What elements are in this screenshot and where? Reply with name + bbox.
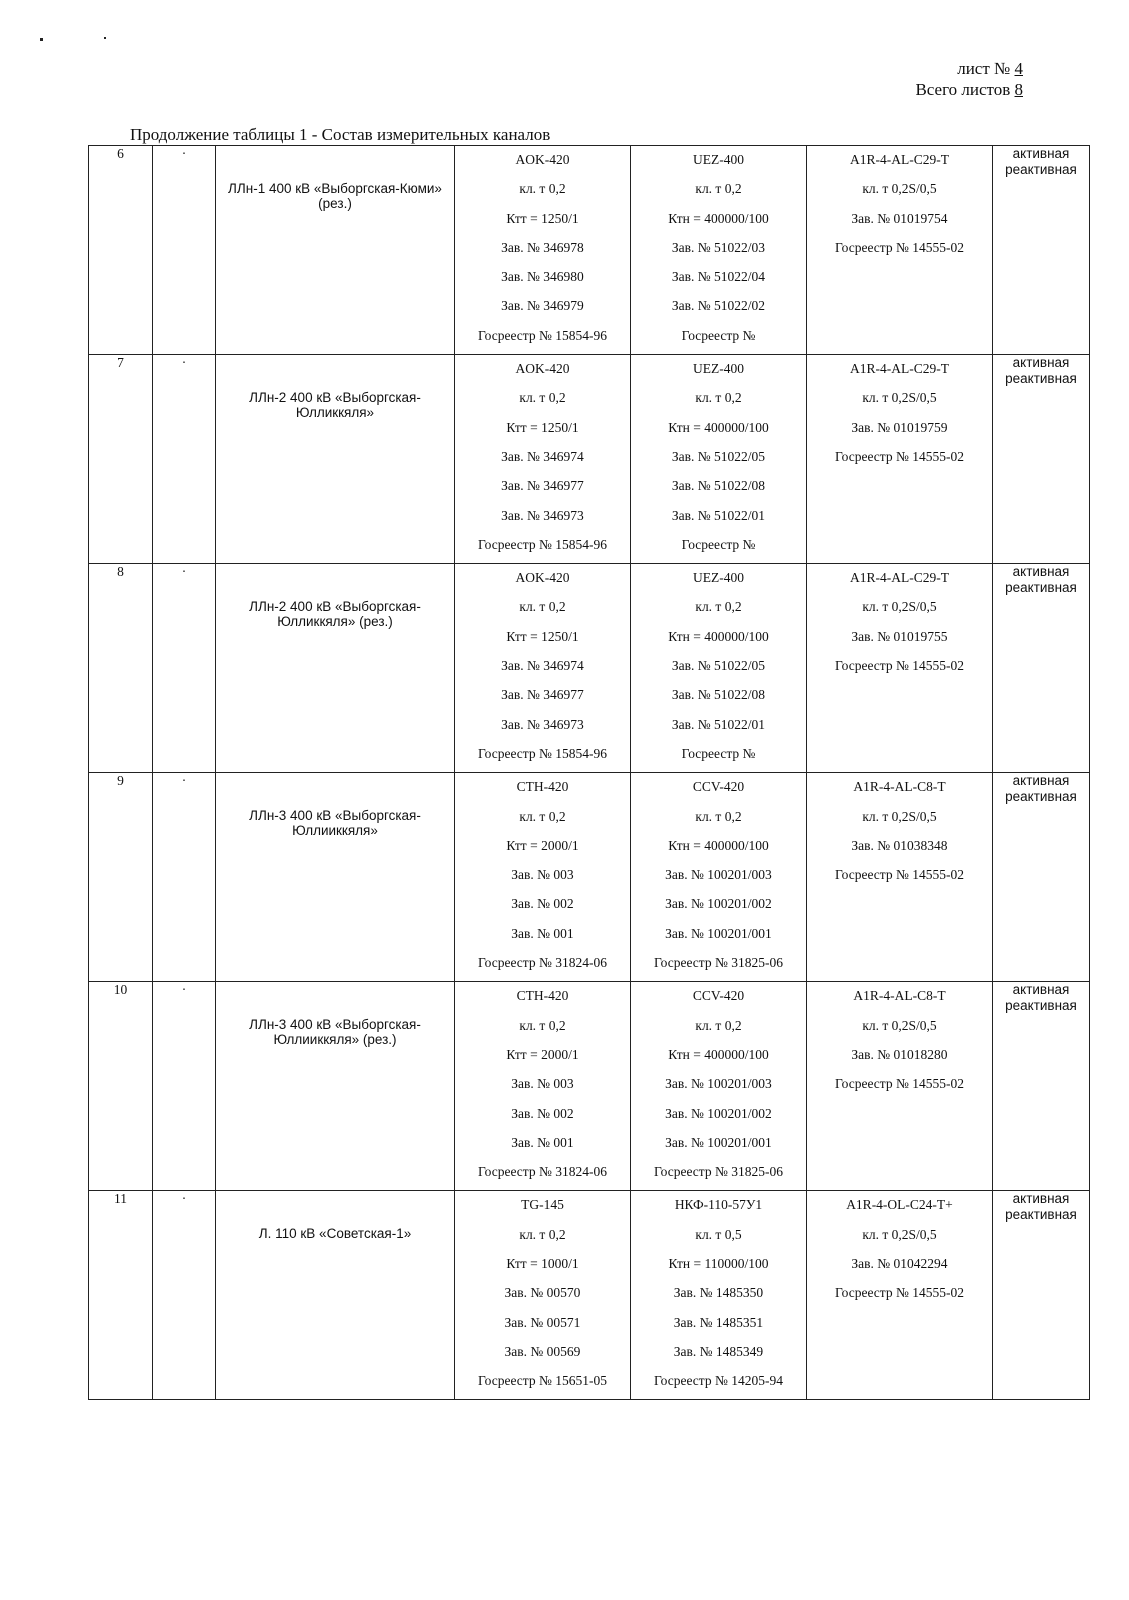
sheet-label: лист № xyxy=(957,59,1011,78)
cell-text: · xyxy=(181,1191,187,1207)
channel-mark xyxy=(153,982,216,1191)
electricity-meter xyxy=(807,146,993,355)
vt-line: Госреестр № xyxy=(681,536,756,552)
vt-line: Госреестр № 31825-06 xyxy=(654,1164,783,1180)
vt-line: Ктн = 400000/100 xyxy=(668,837,769,853)
ct-line: Зав. № 346974 xyxy=(501,658,584,674)
vt-line: Зав. № 51022/01 xyxy=(671,507,766,523)
ct-line: TG-145 xyxy=(521,1197,564,1213)
energy-type-line: реактивная xyxy=(1005,1207,1077,1223)
current-transformer xyxy=(455,355,631,564)
ct-line: Зав. № 346978 xyxy=(501,239,584,255)
energy-type xyxy=(993,982,1090,1191)
channel-number xyxy=(89,1191,153,1400)
vt-line: CCV-420 xyxy=(692,779,745,795)
energy-type-line: реактивная xyxy=(1005,580,1077,596)
table-row xyxy=(89,982,1090,1191)
channel-name xyxy=(216,146,455,355)
table-row xyxy=(89,146,1090,355)
cell-text: · xyxy=(181,982,187,998)
ct-line: Зав. № 00569 xyxy=(504,1343,581,1359)
vt-line: Зав. № 51022/08 xyxy=(671,687,766,703)
meter-line: A1R-4-AL-C8-T xyxy=(853,779,946,795)
total-label: Всего листов xyxy=(915,80,1011,99)
ct-line: Зав. № 346979 xyxy=(501,298,584,314)
measurement-channels-table xyxy=(88,145,1090,1400)
vt-line: CCV-420 xyxy=(692,988,745,1004)
vt-line: Зав. № 100201/001 xyxy=(665,1134,772,1150)
vt-line: Ктн = 110000/100 xyxy=(668,1255,769,1271)
ct-line: Госреестр № 15854-96 xyxy=(478,745,607,761)
vt-line: Зав. № 1485350 xyxy=(673,1285,764,1301)
ct-line: кл. т 0,2 xyxy=(519,599,566,615)
meter-line: Госреестр № 14555-02 xyxy=(835,1285,964,1301)
channel-mark xyxy=(153,773,216,982)
vt-line: Зав. № 1485351 xyxy=(673,1314,764,1330)
ct-line: Госреестр № 15854-96 xyxy=(478,536,607,552)
channel-name-text: ЛЛн-2 400 кВ «Выборгская-Юлликкяля» (рез.) xyxy=(249,599,421,630)
channel-name xyxy=(216,982,455,1191)
vt-line: НКФ-110-57У1 xyxy=(674,1197,763,1213)
sheet-number: 4 xyxy=(1014,59,1023,78)
ct-line: Зав. № 002 xyxy=(511,1105,574,1121)
vt-line: Зав. № 51022/05 xyxy=(671,658,766,674)
energy-type-line: активная xyxy=(1012,355,1070,371)
channel-name-text: ЛЛн-1 400 кВ «Выборгская-Кюми» (рез.) xyxy=(228,181,442,211)
energy-type xyxy=(993,564,1090,773)
voltage-transformer xyxy=(631,355,807,564)
channel-mark xyxy=(153,1191,216,1400)
sheet-number-line xyxy=(915,58,1023,79)
cell-text: · xyxy=(181,564,187,580)
ct-line: Зав. № 002 xyxy=(511,896,574,912)
meter-line: Госреестр № 14555-02 xyxy=(835,448,964,464)
meter-line: Госреестр № 14555-02 xyxy=(835,1076,964,1092)
current-transformer xyxy=(455,564,631,773)
energy-type-line: реактивная xyxy=(1005,371,1077,387)
energy-type xyxy=(993,1191,1090,1400)
channel-number xyxy=(89,564,153,773)
channel-name-text: ЛЛн-3 400 кВ «Выборгская-Юллииккяля» xyxy=(249,808,421,839)
ct-line: Зав. № 00570 xyxy=(504,1285,581,1301)
ct-line: Госреестр № 15651-05 xyxy=(478,1373,607,1389)
vt-line: кл. т 0,2 xyxy=(695,808,742,824)
vt-line: Зав. № 51022/04 xyxy=(671,269,766,285)
voltage-transformer xyxy=(631,146,807,355)
ct-line: Зав. № 346973 xyxy=(501,716,584,732)
vt-line: Зав. № 51022/08 xyxy=(671,478,766,494)
ct-line: Госреестр № 31824-06 xyxy=(478,955,607,971)
ct-line: Госреестр № 15854-96 xyxy=(478,327,607,343)
cell-text: 9 xyxy=(117,773,124,789)
ct-line: AOK-420 xyxy=(515,152,570,167)
ct-line: Зав. № 346977 xyxy=(501,478,584,494)
electricity-meter xyxy=(807,982,993,1191)
channel-number xyxy=(89,982,153,1191)
ct-line: Ктт = 2000/1 xyxy=(506,837,579,853)
ct-line: CTH-420 xyxy=(516,779,569,795)
electricity-meter xyxy=(807,564,993,773)
channel-number xyxy=(89,355,153,564)
meter-line: Госреестр № 14555-02 xyxy=(835,239,964,255)
ct-line: Зав. № 001 xyxy=(511,925,574,941)
channel-name xyxy=(216,1191,455,1400)
meter-line: Зав. № 01019754 xyxy=(851,210,948,226)
electricity-meter xyxy=(807,355,993,564)
voltage-transformer xyxy=(631,564,807,773)
table-row xyxy=(89,355,1090,564)
meter-line: Зав. № 01019755 xyxy=(851,628,948,644)
ct-line: Ктт = 1000/1 xyxy=(506,1255,579,1271)
channel-name xyxy=(216,773,455,982)
energy-type xyxy=(993,146,1090,355)
cell-text: · xyxy=(181,355,187,371)
vt-line: Ктн = 400000/100 xyxy=(668,1046,769,1062)
vt-line: Госреестр № xyxy=(681,327,756,343)
vt-line: Зав. № 100201/003 xyxy=(665,1076,772,1092)
vt-line: Зав. № 100201/002 xyxy=(665,1105,772,1121)
channel-mark xyxy=(153,146,216,355)
current-transformer xyxy=(455,146,631,355)
meter-line: Госреестр № 14555-02 xyxy=(835,867,964,883)
table-row xyxy=(89,1191,1090,1400)
table-caption: Продолжение таблицы 1 - Состав измерительных каналов xyxy=(130,125,551,144)
meter-line: A1R-4-AL-C29-T xyxy=(850,570,949,586)
ct-line: Ктт = 1250/1 xyxy=(506,628,579,644)
channel-mark xyxy=(153,355,216,564)
vt-line: Ктн = 400000/100 xyxy=(668,628,769,644)
meter-line: A1R-4-AL-C8-T xyxy=(853,988,946,1004)
meter-line: Зав. № 01018280 xyxy=(851,1046,948,1062)
electricity-meter xyxy=(807,773,993,982)
voltage-transformer xyxy=(631,1191,807,1400)
vt-line: Зав. № 1485349 xyxy=(673,1343,764,1359)
table-row xyxy=(89,564,1090,773)
ct-line: CTH-420 xyxy=(516,988,569,1004)
channel-name-text: ЛЛн-3 400 кВ «Выборгская-Юллииккяля» (рез.) xyxy=(249,1017,421,1048)
ct-line: Ктт = 2000/1 xyxy=(506,1046,579,1062)
vt-line: Госреестр № 14205-94 xyxy=(654,1373,783,1389)
ct-line: кл. т 0,2 xyxy=(519,181,566,197)
ct-line: кл. т 0,2 xyxy=(519,1226,566,1242)
total-number: 8 xyxy=(1014,80,1023,99)
meter-line: Зав. № 01042294 xyxy=(851,1255,948,1271)
energy-type-line: активная xyxy=(1012,982,1070,998)
vt-line: Ктн = 400000/100 xyxy=(668,419,769,435)
current-transformer xyxy=(455,1191,631,1400)
channel-name-text: Л. 110 кВ «Советская-1» xyxy=(258,1226,412,1242)
cell-text: 8 xyxy=(117,564,124,580)
channel-name xyxy=(216,564,455,773)
vt-line: Ктн = 400000/100 xyxy=(668,210,769,226)
voltage-transformer xyxy=(631,773,807,982)
channel-mark xyxy=(153,564,216,773)
ct-line: кл. т 0,2 xyxy=(519,390,566,406)
meter-line: A1R-4-AL-C29-T xyxy=(850,361,949,377)
ct-line: AOK-420 xyxy=(515,361,570,377)
vt-line: Зав. № 51022/01 xyxy=(671,716,766,732)
ct-line: Госреестр № 31824-06 xyxy=(478,1164,607,1180)
channel-number xyxy=(89,146,153,355)
ct-line: Зав. № 346973 xyxy=(501,507,584,523)
energy-type-line: активная xyxy=(1012,146,1070,161)
energy-type xyxy=(993,355,1090,564)
vt-line: кл. т 0,2 xyxy=(695,599,742,615)
ct-line: кл. т 0,2 xyxy=(519,808,566,824)
meter-line: кл. т 0,2S/0,5 xyxy=(862,808,937,824)
energy-type xyxy=(993,773,1090,982)
meter-line: A1R-4-OL-C24-T+ xyxy=(846,1197,953,1213)
ct-line: Зав. № 001 xyxy=(511,1134,574,1150)
ct-line: Зав. № 346977 xyxy=(501,687,584,703)
energy-type-line: активная xyxy=(1012,564,1070,580)
vt-line: кл. т 0,2 xyxy=(695,1017,742,1033)
current-transformer xyxy=(455,773,631,982)
vt-line: UEZ-400 xyxy=(693,152,744,167)
energy-type-line: реактивная xyxy=(1005,162,1077,177)
energy-type-line: реактивная xyxy=(1005,998,1077,1014)
ct-line: Зав. № 346980 xyxy=(501,269,584,285)
meter-line: A1R-4-AL-C29-T xyxy=(850,152,949,167)
vt-line: Зав. № 51022/05 xyxy=(671,448,766,464)
cell-text: · xyxy=(181,146,187,161)
vt-line: Зав. № 51022/02 xyxy=(671,298,766,314)
channel-name xyxy=(216,355,455,564)
channel-name-text: ЛЛн-2 400 кВ «Выборгская-Юлликкяля» xyxy=(249,390,421,421)
meter-line: кл. т 0,2S/0,5 xyxy=(862,1017,937,1033)
vt-line: UEZ-400 xyxy=(693,361,744,377)
vt-line: Госреестр № xyxy=(681,745,756,761)
channel-number xyxy=(89,773,153,982)
meter-line: кл. т 0,2S/0,5 xyxy=(862,599,937,615)
cell-text: 6 xyxy=(117,146,124,161)
ct-line: Зав. № 003 xyxy=(511,1076,574,1092)
vt-line: кл. т 0,5 xyxy=(695,1226,742,1242)
scan-speck xyxy=(104,37,106,39)
vt-line: кл. т 0,2 xyxy=(695,390,742,406)
cell-text: 7 xyxy=(117,355,124,371)
total-sheets-line xyxy=(915,79,1023,100)
scan-speck xyxy=(40,38,43,41)
meter-line: кл. т 0,2S/0,5 xyxy=(862,1226,937,1242)
ct-line: Ктт = 1250/1 xyxy=(506,210,579,226)
cell-text: 10 xyxy=(113,982,128,998)
ct-line: кл. т 0,2 xyxy=(519,1017,566,1033)
energy-type-line: активная xyxy=(1012,1191,1070,1207)
vt-line: Зав. № 100201/003 xyxy=(665,867,772,883)
current-transformer xyxy=(455,982,631,1191)
meter-line: кл. т 0,2S/0,5 xyxy=(862,181,937,197)
electricity-meter xyxy=(807,1191,993,1400)
voltage-transformer xyxy=(631,982,807,1191)
vt-line: UEZ-400 xyxy=(693,570,744,586)
cell-text: · xyxy=(181,773,187,789)
ct-line: AOK-420 xyxy=(515,570,570,586)
meter-line: кл. т 0,2S/0,5 xyxy=(862,390,937,406)
meter-line: Зав. № 01038348 xyxy=(851,837,948,853)
energy-type-line: реактивная xyxy=(1005,789,1077,805)
vt-line: Зав. № 100201/002 xyxy=(665,896,772,912)
sheet-info xyxy=(915,58,1023,100)
vt-line: кл. т 0,2 xyxy=(695,181,742,197)
ct-line: Зав. № 00571 xyxy=(504,1314,581,1330)
ct-line: Ктт = 1250/1 xyxy=(506,419,579,435)
vt-line: Госреестр № 31825-06 xyxy=(654,955,783,971)
ct-line: Зав. № 346974 xyxy=(501,448,584,464)
vt-line: Зав. № 100201/001 xyxy=(665,925,772,941)
energy-type-line: активная xyxy=(1012,773,1070,789)
table-row xyxy=(89,773,1090,982)
meter-line: Госреестр № 14555-02 xyxy=(835,658,964,674)
vt-line: Зав. № 51022/03 xyxy=(671,239,766,255)
cell-text: 11 xyxy=(114,1191,127,1207)
meter-line: Зав. № 01019759 xyxy=(851,419,948,435)
ct-line: Зав. № 003 xyxy=(511,867,574,883)
